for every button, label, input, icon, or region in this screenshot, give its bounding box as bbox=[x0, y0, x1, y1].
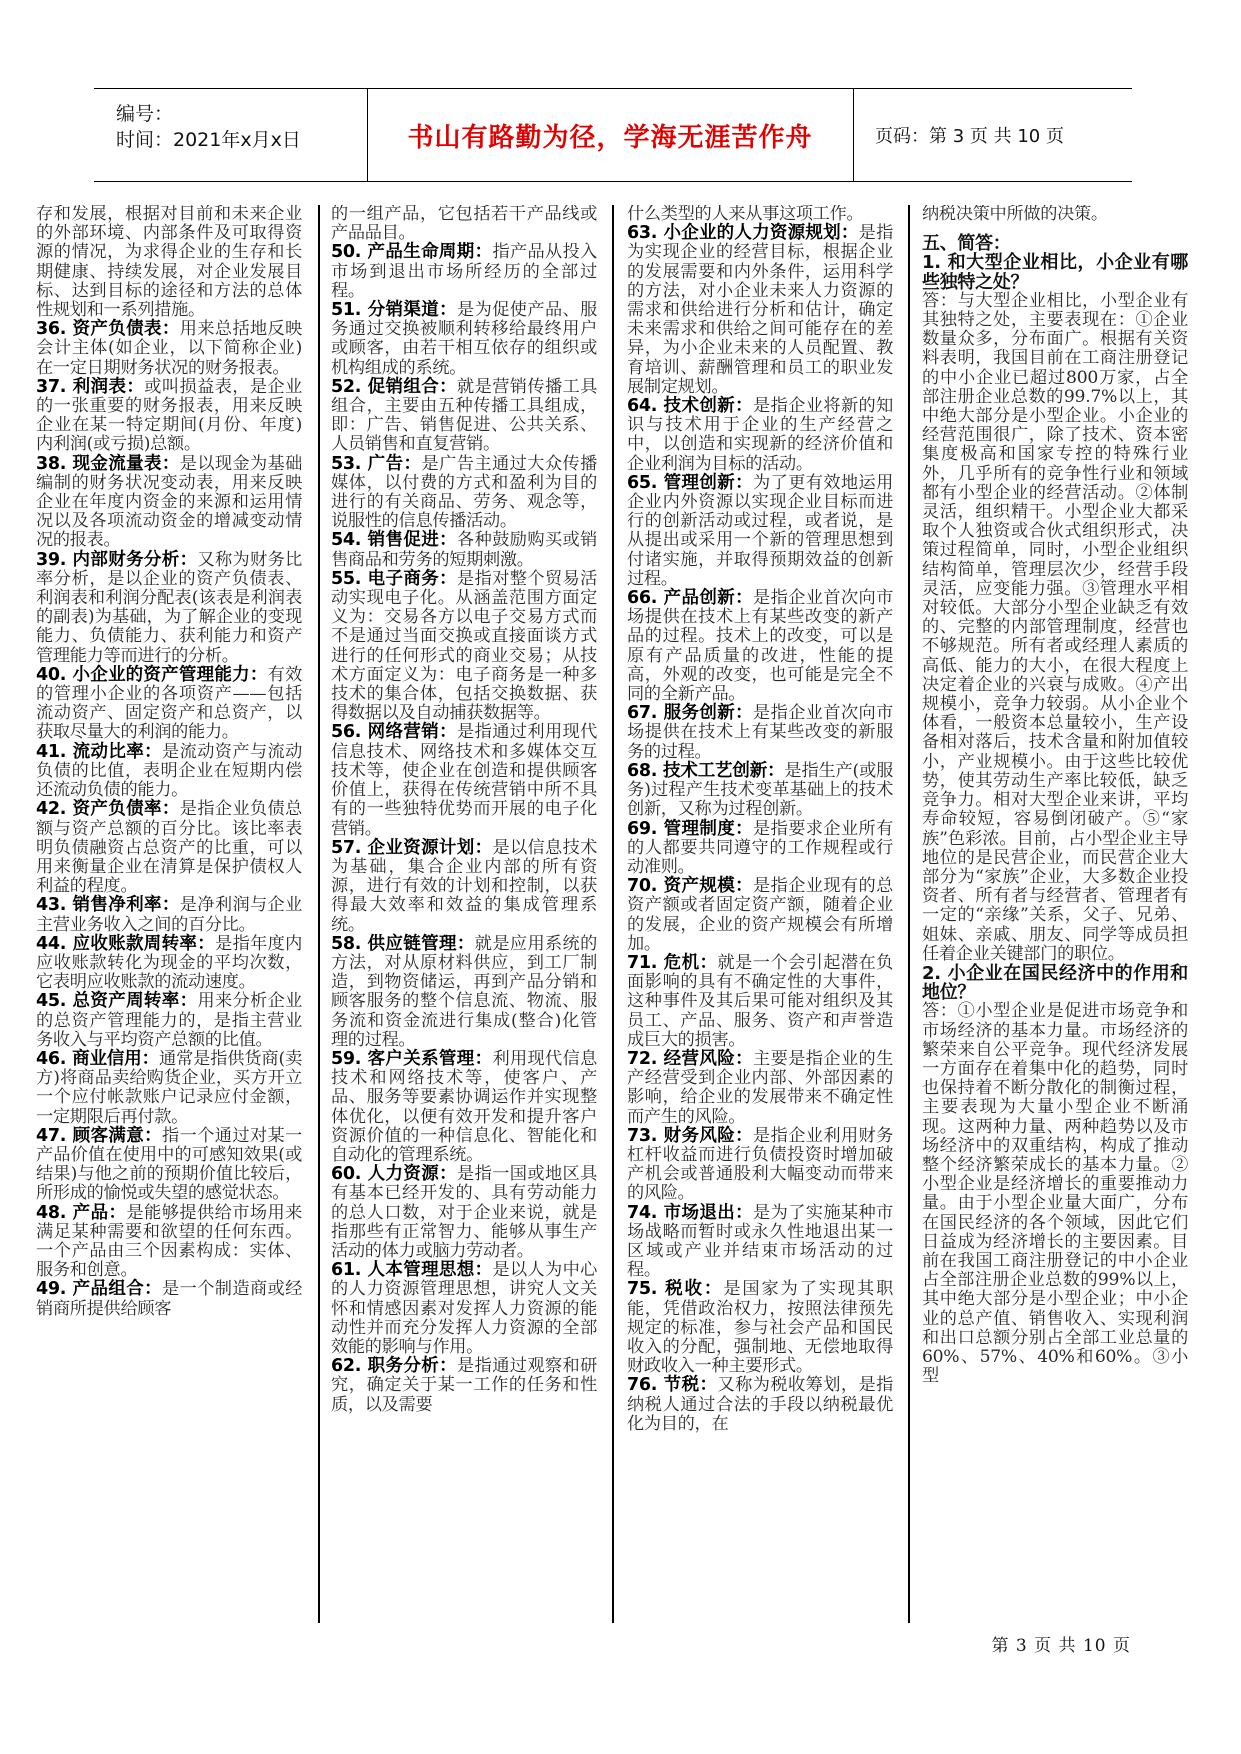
glossary-definition: 主要是指企业的生产经营受到企业内部、外部因素的影响，给企业的发展带来不确定性而产生的风险。 bbox=[627, 1048, 893, 1127]
glossary-definition: 是指企业现有的总资产额或者固定资产额，随着企业的发展，企业的资产规模会有所增加。 bbox=[627, 876, 893, 954]
glossary-entry bbox=[331, 531, 597, 569]
glossary-entry bbox=[36, 1280, 302, 1318]
glossary-entry bbox=[627, 224, 893, 397]
glossary-entry bbox=[627, 1376, 893, 1434]
glossary-definition: 什么类型的人来从事这项工作。 bbox=[627, 205, 864, 224]
glossary-term: 67. 服务创新： bbox=[627, 703, 754, 724]
glossary-term: 49. 产品组合： bbox=[36, 1279, 163, 1300]
glossary-term: 48. 产品： bbox=[36, 1202, 127, 1223]
glossary-definition: 是指为实现企业的经营目标，根据企业的发展需要和内外条件，运用科学的方法，对小企业未来人力资源的需求和供给进行分析和估计，确定未来需求和供给之间可能存在的差异，为小企业未来的人员配置、教育培训、薪酬管理和员工的职业发展制定规划。 bbox=[627, 223, 893, 397]
text-column-2 bbox=[331, 205, 597, 1620]
glossary-term: 36. 资产负债表： bbox=[36, 319, 180, 340]
glossary-definition: 是指企业负债总额与资产总额的百分比。该比率表明负债融资占总资产的比重，可以用来衡量企业在清算是保护债权人利益的程度。 bbox=[36, 799, 302, 897]
glossary-term: 76. 节税： bbox=[627, 1375, 718, 1396]
glossary-term: 56. 网络营销： bbox=[331, 722, 458, 743]
glossary-definition: 是一个制造商或经销商所提供给顾客 bbox=[36, 1279, 302, 1319]
glossary-definition: 是指对整个贸易活动实现电子化。从涵盖范围方面定义为：交易各方以电子交易方式而不是通过当面交换或直接面谈方式进行的任何形式的商业交易；从技术方面定义为：电子商务是一种多技术的集合体，包括交换数据、获得数据以及自动捕获数据等。 bbox=[331, 568, 597, 724]
glossary-definition: 存和发展，根据对目前和未来企业的外部环境、内部条件及可取得资源的情况，为求得企业的生存和长期健康、持续发展，对企业发展目标、达到目标的途径和方法的总体性规划和一系列措施。 bbox=[36, 205, 302, 321]
glossary-term: 62. 职务分析： bbox=[331, 1356, 458, 1377]
glossary-definition: 是指通过观察和研究，确定关于某一工作的任务和性质，以及需要 bbox=[331, 1356, 597, 1415]
glossary-definition: 是指企业首次向市场提供在技术上有某些改变的新产品的过程。技术上的改变，可以是原有产品质量的改进，性能的提高，外观的改变，也可能是完全不同的全新产品。 bbox=[627, 588, 893, 705]
glossary-entry bbox=[331, 1261, 597, 1357]
glossary-entry bbox=[36, 743, 302, 801]
answer-1: 答：与大型企业相比，小型企业有其独特之处，主要表现在：①企业数量众多，分布面广。根据有关资料表明，我国目前在工商注册登记的中小企业已超过800万家，占全部注册企业总数的99.7%以上，其中绝大部分是小型企业。小企业的经营范围很广，除了技术、资本密集度极高和国家专控的特殊行业外，几乎所有的竞争性行业和领域都有小型企业的经营活动。②体制灵活，组织精干。小型企业大都采取个人独资或合伙式组织形式，决策过程简单，同时，小型企业组织结构简单，管理层次少，经营手段灵活，应变能力强。③管理水平相对较低。大部分小型企业缺乏有效的、完整的内部管理制度，经营也不够规范。所有者或经理人素质的高低、能力的大小，在很大程度上决定着企业的兴衰与成败。④产出规模小，竞争力较弱。从小企业个体看，一般资本总量较小，生产设备相对落后，技术含量和附加值较小，产业规模小。由于这些比较优势，使其劳动生产率比较低，缺乏竞争力。相对大型企业来讲，平均寿命较短，容易倒闭破产。⑤“家族”色彩浓。目前，占小型企业主导地位的是民营企业，而民营企业大部分为“家族”企业，大多数企业投资者、所有者与经营者、管理者有一定的“亲缘”关系，父子、兄弟、姐妹、亲戚、朋友、同学等成员担任着企业关键部门的职位。 bbox=[922, 290, 1188, 964]
glossary-term: 41. 流动比率： bbox=[36, 741, 163, 762]
glossary-definition: 是指生产(或服务)过程产生技术变革基础上的技术创新，又称为过程创新。 bbox=[627, 760, 893, 820]
glossary-entry bbox=[331, 243, 597, 301]
glossary-definition: 是广告主通过大众传播媒体，以付费的方式和盈利为目的进行的有关商品、劳务、观念等，说服性的信息传播活动。 bbox=[331, 453, 597, 532]
glossary-entry bbox=[331, 570, 597, 724]
glossary-term: 53. 广告： bbox=[331, 453, 422, 474]
question-1: 1. 和大型企业相比，小企业有哪些独特之处？ bbox=[922, 252, 1188, 293]
glossary-entry bbox=[627, 397, 893, 474]
glossary-term: 42. 资产负债率： bbox=[36, 799, 180, 820]
glossary-term: 74. 市场退出： bbox=[627, 1202, 754, 1223]
glossary-entry bbox=[627, 820, 893, 878]
glossary-entry bbox=[627, 704, 893, 762]
glossary-entry bbox=[331, 378, 597, 455]
glossary-definition: 或叫损益表，是企业的一张重要的财务报表，用来反映企业在某一特定期间(月份、年度)内利润(或亏损)总额。 bbox=[36, 376, 302, 455]
glossary-term: 61. 人本管理思想： bbox=[331, 1260, 493, 1281]
glossary-definition: 又称为税收筹划，是指纳税人通过合法的手段以纳税最优化为目的，在 bbox=[627, 1375, 893, 1434]
glossary-entry bbox=[36, 1127, 302, 1204]
glossary-entry bbox=[331, 1050, 597, 1165]
column-divider bbox=[908, 205, 910, 1623]
page-footer: 第 3 页 共 10 页 bbox=[991, 1636, 1131, 1656]
glossary-entry bbox=[36, 205, 302, 320]
glossary-term: 72. 经营风险： bbox=[627, 1048, 754, 1069]
glossary-definition: 用来分析企业的总资产管理能力的，是指主营业务收入与平均资产总额的比值。 bbox=[36, 991, 302, 1050]
glossary-definition: 是指企业利用财务杠杆收益而进行负债投资时增加破产机会或普通股利大幅变动而带来的风险。 bbox=[627, 1125, 893, 1204]
glossary-definition: 是指一国或地区具有基本已经开发的、具有劳动能力的总人口数，对于企业来说，就是指那些有正常智力、能够从事生产活动的体力或脑力劳动者。 bbox=[331, 1164, 597, 1261]
glossary-entry bbox=[627, 205, 893, 224]
column-divider bbox=[612, 205, 614, 1623]
glossary-entry bbox=[627, 1204, 893, 1281]
glossary-term: 39. 内部财务分析： bbox=[36, 549, 198, 570]
glossary-term: 55. 电子商务： bbox=[331, 568, 458, 589]
glossary-term: 64. 技术创新： bbox=[627, 396, 754, 417]
glossary-definition: 利用现代信息技术和网络技术等，使客户、产品、服务等要素协调运作并实现整体优化，以便有效开发和提升客户资源价值的一种信息化、智能化和自动化的管理系统。 bbox=[331, 1048, 597, 1165]
glossary-entry bbox=[36, 935, 302, 993]
glossary-entry bbox=[36, 992, 302, 1050]
glossary-entry bbox=[331, 1357, 597, 1415]
text-column-3 bbox=[627, 205, 893, 1620]
glossary-entry bbox=[627, 877, 893, 954]
glossary-entry bbox=[36, 800, 302, 896]
document-time-label: 时间：2021年x月x日 bbox=[116, 129, 301, 151]
glossary-definition: 的一组产品，它包括若干产品线或产品品目。 bbox=[331, 205, 597, 244]
answer-2: 答：①小型企业是促进市场竞争和市场经济的基本力量。市场经济的繁荣来自公平竞争。现代经济发展一方面存在着集中化的趋势，同时也保持着不断分散化的制衡过程，主要表现为大量小型企业不断涌现。这两种力量、两种趋势以及市场经济中的双重结构，构成了推动整个经济繁荣成长的基本力量。②小型企业是经济增长的重要推动力量。由于小型企业量大面广，分布在国民经济的各个领域，因此它们日益成为经济增长的主要因素。目前在我国工商注册登记的中小企业占全部注册企业总数的99%以上，其中绝大部分是小型企业；中小企业的总产值、销售收入、实现利润和出口总额分别占全部工业总量的60%、57%、40%和60%。③小型 bbox=[922, 1001, 1188, 1387]
glossary-definition: 指产品从投入市场到退出市场所经历的全部过程。 bbox=[331, 242, 597, 301]
glossary-term: 46. 商业信用： bbox=[36, 1048, 159, 1069]
glossary-entry bbox=[36, 455, 302, 551]
header-motto: 书山有路勤为径，学海无涯苦作舟 bbox=[407, 123, 813, 153]
glossary-definition: 是以现金为基础编制的财务状况变动表，用来反映企业在年度内资金的来源和运用情况以及各项流动资金的增减变动情况的报表。 bbox=[36, 453, 302, 551]
glossary-term: 47. 顾客满意： bbox=[36, 1125, 163, 1146]
glossary-definition: 为了更有效地运用企业内外资源以实现企业目标而进行的创新活动或过程，或者说，是从提出或采用一个新的管理思想到付诸实施，并取得预期效益的创新过程。 bbox=[627, 472, 893, 589]
glossary-term: 54. 销售促进： bbox=[331, 530, 458, 551]
glossary-term: 57. 企业资源计划： bbox=[331, 837, 493, 858]
glossary-definition: 是为促使产品、服务通过交换被顺利转移给最终用户或顾客，由若干相互依存的组织或机构组成的系统。 bbox=[331, 300, 597, 378]
glossary-definition: 是能够提供给市场用来满足某种需要和欲望的任何东西。一个产品由三个因素构成：实体、服务和创意。 bbox=[36, 1202, 302, 1281]
glossary-definition: 指一个通过对某一产品价值在使用中的可感知效果(或结果)与他之前的预期价值比较后，所形成的愉悦或失望的感觉状态。 bbox=[36, 1125, 302, 1204]
glossary-definition: 是指企业首次向市场提供在技术上有某些改变的新服务的过程。 bbox=[627, 703, 893, 762]
glossary-entry bbox=[331, 723, 597, 838]
glossary-term: 68. 技术工艺创新： bbox=[627, 760, 785, 781]
glossary-definition: 是以信息技术为基础，集合企业内部的所有资源，进行有效的计划和控制，以获得最大效率和效益的集成管理系统。 bbox=[331, 837, 597, 935]
glossary-definition: 是以人为中心的人力资源管理思想，讲究人文关怀和情感因素对发挥人力资源的能动性并而充分发挥人力资源的全部效能的影响与作用。 bbox=[331, 1260, 597, 1357]
glossary-definition: 是流动资产与流动负债的比值，表明企业在短期内偿还流动负债的能力。 bbox=[36, 741, 302, 801]
glossary-term: 37. 利润表： bbox=[36, 376, 145, 397]
glossary-term: 52. 促销组合： bbox=[331, 376, 458, 397]
glossary-entry bbox=[331, 839, 597, 935]
glossary-term: 43. 销售净利率： bbox=[36, 895, 180, 916]
text-column-1 bbox=[36, 205, 302, 1620]
header-motto-cell bbox=[367, 89, 854, 181]
glossary-definition: 各种鼓励购买或销售商品和劳务的短期刺激。 bbox=[331, 530, 597, 570]
glossary-entry bbox=[36, 1050, 302, 1127]
glossary-term: 40. 小企业的资产管理能力： bbox=[36, 664, 268, 685]
glossary-entry bbox=[331, 301, 597, 378]
glossary-definition: 就是一个会引起潜在负面影响的具有不确定性的大事件，这种事件及其后果可能对组织及其员工、产品、服务、资产和声誉造成巨大的损害。 bbox=[627, 952, 893, 1050]
glossary-entry bbox=[627, 1280, 893, 1376]
glossary-entry bbox=[627, 762, 893, 820]
glossary-definition: 是指年度内应收账款转化为现金的平均次数，它表明应收账款的流动速度。 bbox=[36, 933, 302, 993]
glossary-entry bbox=[331, 1165, 597, 1261]
header-pagecode-cell bbox=[853, 89, 1132, 181]
glossary-entry bbox=[36, 1204, 302, 1281]
glossary-entry bbox=[627, 474, 893, 589]
glossary-term: 75. 税收： bbox=[627, 1279, 724, 1300]
glossary-definition: 又称为财务比率分析，是以企业的资产负债表、利润表和利润分配表(该表是利润表的副表)为基础，为了解企业的变现能力、负债能力、获利能力和资产管理能力等而进行的分析。 bbox=[36, 549, 302, 666]
header-meta-cell bbox=[94, 89, 368, 181]
glossary-term: 71. 危机： bbox=[627, 952, 718, 973]
column-lead-text: 纳税决策中所做的决策。 bbox=[922, 205, 1108, 224]
glossary-definition: 是国家为了实现其职能，凭借政治权力，按照法律预先规定的标准，参与社会产品和国民收入的分配，强制地、无偿地取得财政收入一种主要形式。 bbox=[627, 1279, 893, 1377]
glossary-entry bbox=[627, 1050, 893, 1127]
glossary-term: 60. 人力资源： bbox=[331, 1164, 458, 1185]
glossary-entry bbox=[627, 1127, 893, 1204]
glossary-entry bbox=[331, 455, 597, 532]
glossary-entry bbox=[36, 378, 302, 455]
glossary-entry bbox=[627, 589, 893, 704]
glossary-entry bbox=[331, 935, 597, 1050]
section-heading: 五、简答： bbox=[922, 233, 1011, 255]
glossary-definition: 是指通过利用现代信息技术、网络技术和多媒体交互技术等，使企业在创造和提供顾客价值上，获得在传统营销中所不具有的一些独特优势而开展的电子化营销。 bbox=[331, 722, 597, 839]
glossary-definition: 是为了实施某种市场战略而暂时或永久性地退出某一区域或产业并结束市场活动的过程。 bbox=[627, 1202, 893, 1281]
glossary-term: 38. 现金流量表： bbox=[36, 453, 180, 474]
glossary-entry bbox=[36, 666, 302, 743]
glossary-term: 58. 供应链管理： bbox=[331, 933, 475, 954]
glossary-term: 70. 资产规模： bbox=[627, 876, 754, 897]
glossary-term: 44. 应收账款周转率： bbox=[36, 933, 216, 954]
glossary-term: 50. 产品生命周期： bbox=[331, 242, 493, 263]
glossary-term: 59. 客户关系管理： bbox=[331, 1048, 493, 1069]
column-divider bbox=[318, 205, 320, 1623]
glossary-term: 45. 总资产周转率： bbox=[36, 991, 198, 1012]
glossary-definition: 是净利润与企业主营业务收入之间的百分比。 bbox=[36, 895, 302, 935]
glossary-entry bbox=[36, 896, 302, 934]
question-2: 2. 小企业在国民经济中的作用和地位？ bbox=[922, 962, 1188, 1004]
glossary-definition: 就是应用系统的方法，对从原材料供应，到工厂制造，到物资储运，再到产品分销和顾客服务的整个信息流、物流、服务流和资金流进行集成(整合)化管理的过程。 bbox=[331, 933, 597, 1050]
glossary-term: 51. 分销渠道： bbox=[331, 300, 458, 321]
glossary-term: 73. 财务风险： bbox=[627, 1125, 754, 1146]
glossary-definition: 有效的管理小企业的各项资产——包括流动资产、固定资产和总资产，以获取尽量大的利润的能力。 bbox=[36, 664, 302, 743]
glossary-entry bbox=[627, 954, 893, 1050]
document-header bbox=[94, 88, 1132, 182]
glossary-definition: 通常是指供货商(卖方)将商品卖给购货企业，买方开立一个应付帐款账户记录应付金额，一定期限后再付款。 bbox=[36, 1048, 302, 1127]
glossary-entry bbox=[36, 320, 302, 378]
glossary-entry bbox=[331, 205, 597, 243]
glossary-entry bbox=[36, 551, 302, 666]
glossary-term: 65. 管理创新： bbox=[627, 472, 754, 493]
header-page-code: 页码：第 3 页 共 10 页 bbox=[875, 126, 1064, 147]
glossary-definition: 就是营销传播工具组合，主要由五种传播工具组成，即：广告、销售促进、公共关系、人员销售和直复营销。 bbox=[331, 376, 597, 455]
glossary-definition: 用来总括地反映会计主体(如企业，以下简称企业)在一定日期财务状况的财务报表。 bbox=[36, 319, 302, 378]
document-number-label: 编号： bbox=[116, 103, 174, 125]
glossary-definition: 是指要求企业所有的人都要共同遵守的工作规程或行动准则。 bbox=[627, 818, 893, 877]
glossary-term: 69. 管理制度： bbox=[627, 818, 754, 839]
glossary-term: 66. 产品创新： bbox=[627, 588, 754, 609]
text-column-4 bbox=[922, 205, 1188, 1620]
glossary-term: 63. 小企业的人力资源规划： bbox=[627, 223, 859, 244]
glossary-definition: 是指企业将新的知识与技术用于企业的生产经营之中，以创造和实现新的经济价值和企业利润为目标的活动。 bbox=[627, 396, 893, 474]
